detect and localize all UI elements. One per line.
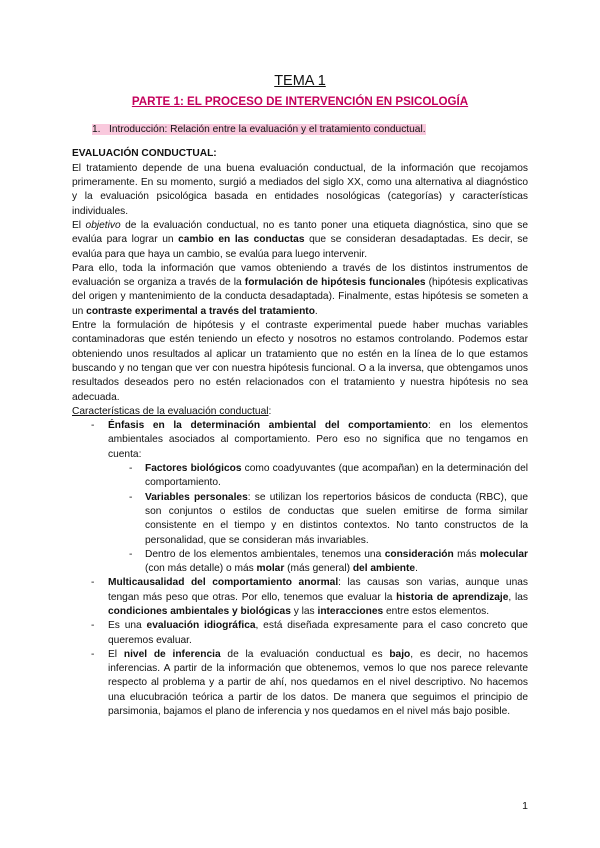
section-heading: EVALUACIÓN CONDUCTUAL: — [72, 148, 217, 160]
intro-number: 1. — [92, 124, 101, 135]
characteristics-colon: : — [268, 405, 272, 417]
sublist-enfasis — [108, 462, 528, 576]
b4-d: bajo — [389, 648, 411, 660]
paragraph-2 — [72, 219, 528, 262]
p3-bold-contraste: contraste experimental a través del tratamiento — [86, 305, 315, 317]
b4-a: El — [108, 648, 124, 660]
sub3-g: (más general) — [284, 563, 353, 575]
intro-highlight — [92, 124, 426, 135]
sub-item-factores — [145, 462, 528, 491]
p3-text-e: . — [314, 305, 318, 317]
b2-f: y las — [290, 605, 318, 617]
b3-c: , está diseñada expresamente para el caso concreto que queremos evaluar. — [108, 620, 528, 646]
characteristics-heading — [72, 405, 528, 419]
list-item-inferencia — [108, 648, 528, 719]
sub-item-variables — [145, 491, 528, 548]
b2-h: entre estos elementos. — [383, 605, 490, 617]
p2-text-a: El — [72, 219, 86, 231]
p2-bold-cambio: cambio en las conductas — [178, 234, 305, 246]
sub3-i: . — [415, 563, 418, 575]
sub1-rest: como coadyuvantes (que acompañan) en la determinación del comportamiento. — [145, 463, 529, 489]
b2-g: interacciones — [317, 605, 384, 617]
b1-rest: : en los elementos ambientales asociados al comportamiento. Pero eso no significa que no tengamos en cuenta: — [108, 420, 528, 460]
paragraph-1: El tratamiento depende de una buena evaluación conductual, de la información que recojamos primeramente. En su momento, surgió a mediados del siglo XX, como una alternativa al diagnóstico y la evaluación psicológica basada en entidades nosológicas (categorías) y características individuales. — [72, 162, 528, 217]
sub3-f: molar — [256, 563, 285, 575]
b3-a: Es una — [108, 620, 147, 632]
document-subtitle: PARTE 1: EL PROCESO DE INTERVENCIÓN EN PSICOLOGÍA — [131, 95, 469, 108]
b4-c: de la evaluación conductual es — [220, 648, 390, 660]
p3-text-c: (hipótesis explicativas del origen y mantenimiento de la conducta desadaptada). Finalmente, estas hipótesis se someten a un — [72, 277, 528, 317]
b2-b: : las causas son varias, aunque unas tengan más peso que otras. Por ello, tenemos que evaluar la — [108, 577, 528, 603]
b3-b: evaluación idiográfica — [146, 620, 256, 632]
p2-text-c: de la evaluación conductual, no es tanto poner una etiqueta diagnóstica, sino que se evalúa para lograr un — [72, 219, 529, 246]
sub2-bold: Variables personales — [145, 491, 248, 503]
sub3-b: consideración — [384, 548, 454, 560]
p3-text-a: Para ello, toda la información que vamos obteniendo a través de los distintos instrumentos de evaluación se organiza a través de la — [72, 262, 528, 289]
list-item-multicausalidad — [108, 576, 528, 619]
document-page — [72, 72, 528, 719]
p3-bold-formulacion: formulación de hipótesis funcionales — [244, 277, 426, 289]
p2-text-e: que se consideran desadaptadas. Es decir, se evalúa para que haya un cambio, se evalúa para luego intervenir. — [72, 234, 529, 260]
sub3-c: más — [453, 548, 480, 560]
b4-b: nivel de inferencia — [123, 648, 221, 660]
p2-italic-objetivo: objetivo — [85, 219, 121, 231]
sub1-bold: Factores biológicos — [145, 463, 242, 475]
list-item-enfasis — [108, 419, 528, 576]
list-item-idiografica — [108, 619, 528, 648]
characteristics-heading-text: Características de la evaluación conductual — [72, 405, 269, 417]
intro-text: Introducción: Relación entre la evaluación y el tratamiento conductual. — [109, 124, 426, 135]
sub-item-elementos — [145, 548, 528, 577]
b1-bold: Énfasis en la determinación ambiental del comportamiento — [108, 420, 428, 432]
page-number: 1 — [522, 800, 528, 812]
b2-a: Multicausalidad del comportamiento anormal — [108, 577, 339, 589]
intro-list-item — [92, 123, 528, 137]
sub2-rest: : se utilizan los repertorios básicos de conducta (RBC), que son conjuntos o estilos de conductas que suelen emitirse de forma similar consistente en el tiempo y en distintos contextos. No tanto constructos de la personalidad, que se consideran más invariables. — [145, 491, 528, 546]
sub3-h: del ambiente — [352, 563, 416, 575]
b2-d: , las — [508, 591, 528, 603]
b4-e: , es decir, no hacemos inferencias. A partir de la información que obtenemos, vemos lo que nos parece relevante respecto al problema y a partir de ahí, nos quedamos en el nivel descriptivo. No hacemos una elucubración teórica a partir de los datos. De manera que seguimos el principio de parsimonia, bajamos el plano de inferencia y nos quedamos en el nivel más bajo posible. — [108, 648, 528, 718]
sub3-e: (con más detalle) o más — [145, 563, 257, 575]
b2-e: condiciones ambientales y biológicas — [108, 605, 291, 617]
paragraph-3 — [72, 262, 528, 319]
sub3-a: Dentro de los elementos ambientales, tenemos una — [145, 548, 385, 560]
characteristics-list — [72, 419, 528, 719]
paragraph-4: Entre la formulación de hipótesis y el contraste experimental puede haber muchas variables contaminadoras que estén teniendo un efecto y nosotros no estamos controlando. Podemos estar obteniendo unos resultados al aplicar un tratamiento que no estén en la línea de lo que estamos buscando y no tengan que ver con nuestra hipótesis funcional. O a la inversa, que obtengamos unos resultados deseados pero no estén relacionados con el tratamiento y nuestra hipótesis no sea adecuada. — [72, 320, 528, 403]
sub3-d: molecular — [479, 548, 528, 560]
document-title: TEMA 1 — [274, 73, 326, 89]
b2-c: historia de aprendizaje — [396, 591, 509, 603]
